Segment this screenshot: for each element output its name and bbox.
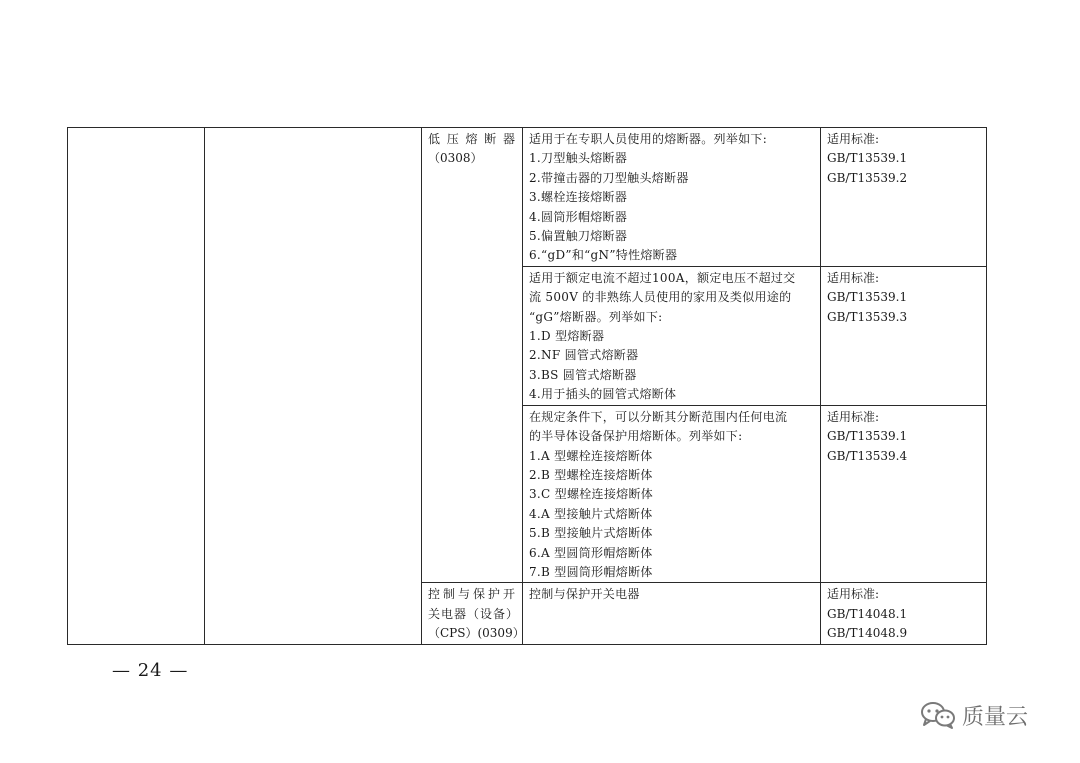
desc-line: 1.A 型螺栓连接熔断体 xyxy=(529,448,653,463)
standards-table xyxy=(67,127,987,645)
desc-line: 6.“gD”和“gN”特性熔断器 xyxy=(529,248,678,263)
watermark-text: 质量云 xyxy=(962,704,1029,730)
standard-line: 适用标准: xyxy=(827,270,880,285)
standard-line: GB/T13539.2 xyxy=(827,170,908,185)
desc-line: 3.C 型螺栓连接熔断体 xyxy=(529,487,654,502)
page-number: — 24 — xyxy=(112,660,189,681)
category-cell-cps xyxy=(422,583,523,644)
standard-line: GB/T13539.3 xyxy=(827,309,908,324)
desc-line: 1.D 型熔断器 xyxy=(529,329,605,344)
desc-cell xyxy=(523,266,821,405)
standard-line: GB/T14048.1 xyxy=(827,606,908,621)
standard-cell xyxy=(821,266,987,405)
standard-line: 适用标准: xyxy=(827,587,880,602)
blank-cell-col1 xyxy=(68,128,205,645)
desc-line: 4.用于插头的圆管式熔断体 xyxy=(529,387,677,402)
blank-cell-col2 xyxy=(205,128,422,645)
category-code: （0308） xyxy=(428,151,483,166)
desc-cell xyxy=(523,405,821,583)
standard-line: GB/T13539.4 xyxy=(827,448,908,463)
wechat-icon xyxy=(920,700,956,730)
desc-line: 适用于在专职人员使用的熔断器。列举如下: xyxy=(529,132,768,146)
desc-line: 2.NF 圆管式熔断器 xyxy=(529,348,639,363)
category-label: 低压熔断器 xyxy=(428,132,516,146)
desc-line: 3.螺栓连接熔断器 xyxy=(529,190,628,205)
desc-line: 2.带撞击器的刀型触头熔断器 xyxy=(529,170,689,185)
desc-cell xyxy=(523,128,821,267)
category-label: 控制与保护开 xyxy=(428,587,516,602)
desc-line: 适用于额定电流不超过100A，额定电压不超过交 xyxy=(529,270,796,285)
category-code: （CPS）(0309） xyxy=(428,626,525,641)
standard-line: GB/T14048.9 xyxy=(827,626,908,641)
standard-cell xyxy=(821,405,987,583)
desc-line: 在规定条件下，可以分断其分断范围内任何电流 xyxy=(529,409,788,424)
desc-cell xyxy=(523,583,821,644)
desc-line: 2.B 型螺栓连接熔断体 xyxy=(529,467,653,482)
desc-line: 控制与保护开关电器 xyxy=(529,587,640,602)
standard-line: 适用标准: xyxy=(827,132,880,146)
standard-line: GB/T13539.1 xyxy=(827,429,908,444)
standard-line: 适用标准: xyxy=(827,409,880,424)
category-cell-fuse xyxy=(422,128,523,583)
desc-line: 4.圆筒形帽熔断器 xyxy=(529,209,628,224)
desc-line: 5.偏置触刀熔断器 xyxy=(529,229,628,244)
desc-line: “gG”熔断器。列举如下: xyxy=(529,309,663,324)
desc-line: 流 500V 的非熟练人员使用的家用及类似用途的 xyxy=(529,290,792,305)
desc-line: 1.刀型触头熔断器 xyxy=(529,151,628,166)
desc-line: 5.B 型接触片式熔断体 xyxy=(529,526,653,541)
watermark xyxy=(920,698,1028,732)
desc-line: 的半导体设备保护用熔断体。列举如下: xyxy=(529,429,743,444)
desc-line: 6.A 型圆筒形帽熔断体 xyxy=(529,545,653,560)
standard-line: GB/T13539.1 xyxy=(827,290,908,305)
table-row xyxy=(68,128,987,267)
standard-line: GB/T13539.1 xyxy=(827,151,908,166)
desc-line: 3.BS 圆管式熔断器 xyxy=(529,367,637,382)
desc-line: 7.B 型圆筒形帽熔断体 xyxy=(529,564,653,579)
standard-cell xyxy=(821,128,987,267)
desc-line: 4.A 型接触片式熔断体 xyxy=(529,506,653,521)
category-label: 关电器（设备） xyxy=(428,606,520,621)
standard-cell xyxy=(821,583,987,644)
